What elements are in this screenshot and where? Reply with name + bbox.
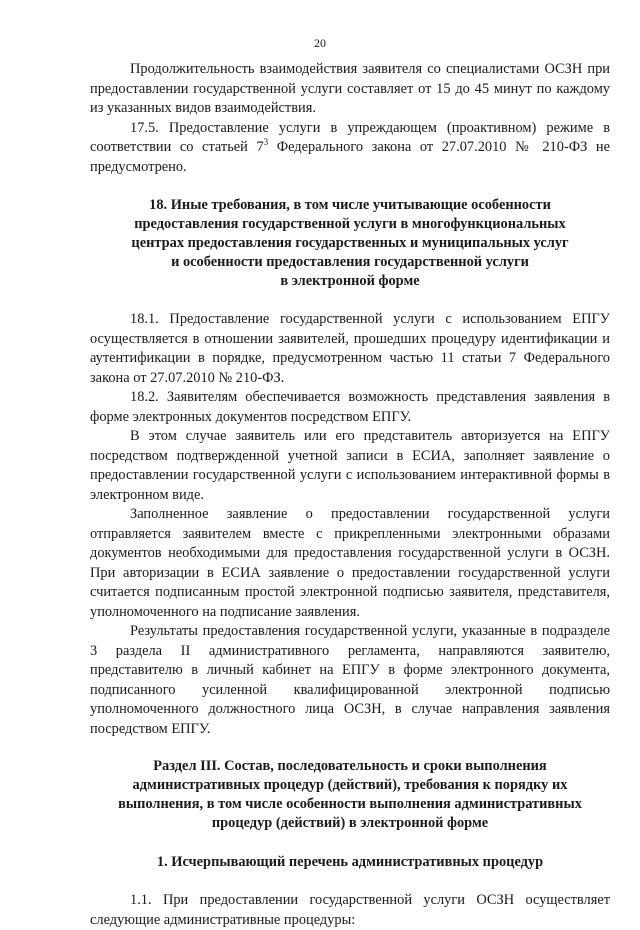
heading-line: выполнения, в том числе особенности выполнения административных <box>118 796 582 812</box>
heading-line: Раздел III. Состав, последовательность и сроки выполнения <box>153 758 547 774</box>
heading-line: процедур (действий) в электронной форме <box>211 815 489 831</box>
paragraph: Продолжительность взаимодействия заявителя со специалистами ОСЗН при предоставлении государственной услуги составляет от 15 до 45 минут по каждому из указанных видов взаимодействия. <box>90 61 610 116</box>
paragraph-17-5 <box>90 119 610 178</box>
section-3-heading <box>90 757 610 833</box>
superscript: 3 <box>263 137 269 148</box>
paragraph-17-5-text: 17.5. Предоставление услуги в упреждающем (проактивном) режиме в соответствии со статьей 7 <box>90 119 610 155</box>
paragraph: В этом случае заявитель или его представитель авторизуется на ЕПГУ посредством подтвержденной учетной записи в ЕСИА, заполняет заявление о предоставлении государственной услуги с использованием интерактивной формы в электронном виде. <box>90 428 610 503</box>
paragraph-18-1: 18.1. Предоставление государственной услуги с использованием ЕПГУ осуществляется в отношении заявителей, прошедших процедуру идентификации и аутентификации в порядке, предусмотренном частью 11 статьи 7 Федерального закона от 27.07.2010 № 210-ФЗ. <box>90 311 610 386</box>
subsection-1-heading: 1. Исчерпывающий перечень административных процедур <box>156 854 544 870</box>
paragraph: Результаты предоставления государственной услуги, указанные в подразделе 3 раздела II административного регламента, направляются заявителю, представителю в личный кабинет на ЕПГУ в форме электронного документа, подписанного усиленной квалифицированной электронной подписью уполномоченного должностного лица ОСЗН, в случае направления заявления посредством ЕПГУ. <box>90 623 610 737</box>
section-18-heading <box>90 196 610 291</box>
paragraph-1-1: 1.1. При предоставлении государственной услуги ОСЗН осуществляет следующие административные процедуры: <box>90 892 610 928</box>
page-number: 20 <box>314 36 326 50</box>
heading-line: и особенности предоставления государственной услуги <box>171 254 529 270</box>
paragraph: Заполненное заявление о предоставлении государственной услуги отправляется заявителем вместе с прикрепленными электронными образами документов необходимыми для предоставления государственной услуги в ОСЗН. При авторизации в ЕСИА заявление о предоставлении государственной услуги считается подписанным простой электронной подписью заявителя, представителя, уполномоченного на подписание заявления. <box>90 506 610 620</box>
heading-line: в электронной форме <box>280 273 420 289</box>
document-body <box>90 60 610 930</box>
paragraph-17-5-text-end: Федерального закона от 27.07.2010 № 210-ФЗ не предусмотрено. <box>90 139 610 175</box>
heading-line: центрах предоставления государственных и муниципальных услуг <box>131 235 569 251</box>
heading-line: административных процедур (действий), требования к порядку их <box>132 777 568 793</box>
heading-line: 18. Иные требования, в том числе учитывающие особенности <box>149 197 551 213</box>
heading-line: предоставления государственной услуги в многофункциональных <box>134 216 566 232</box>
paragraph-18-2: 18.2. Заявителям обеспечивается возможность представления заявления в форме электронных документов посредством ЕПГУ. <box>90 389 610 425</box>
